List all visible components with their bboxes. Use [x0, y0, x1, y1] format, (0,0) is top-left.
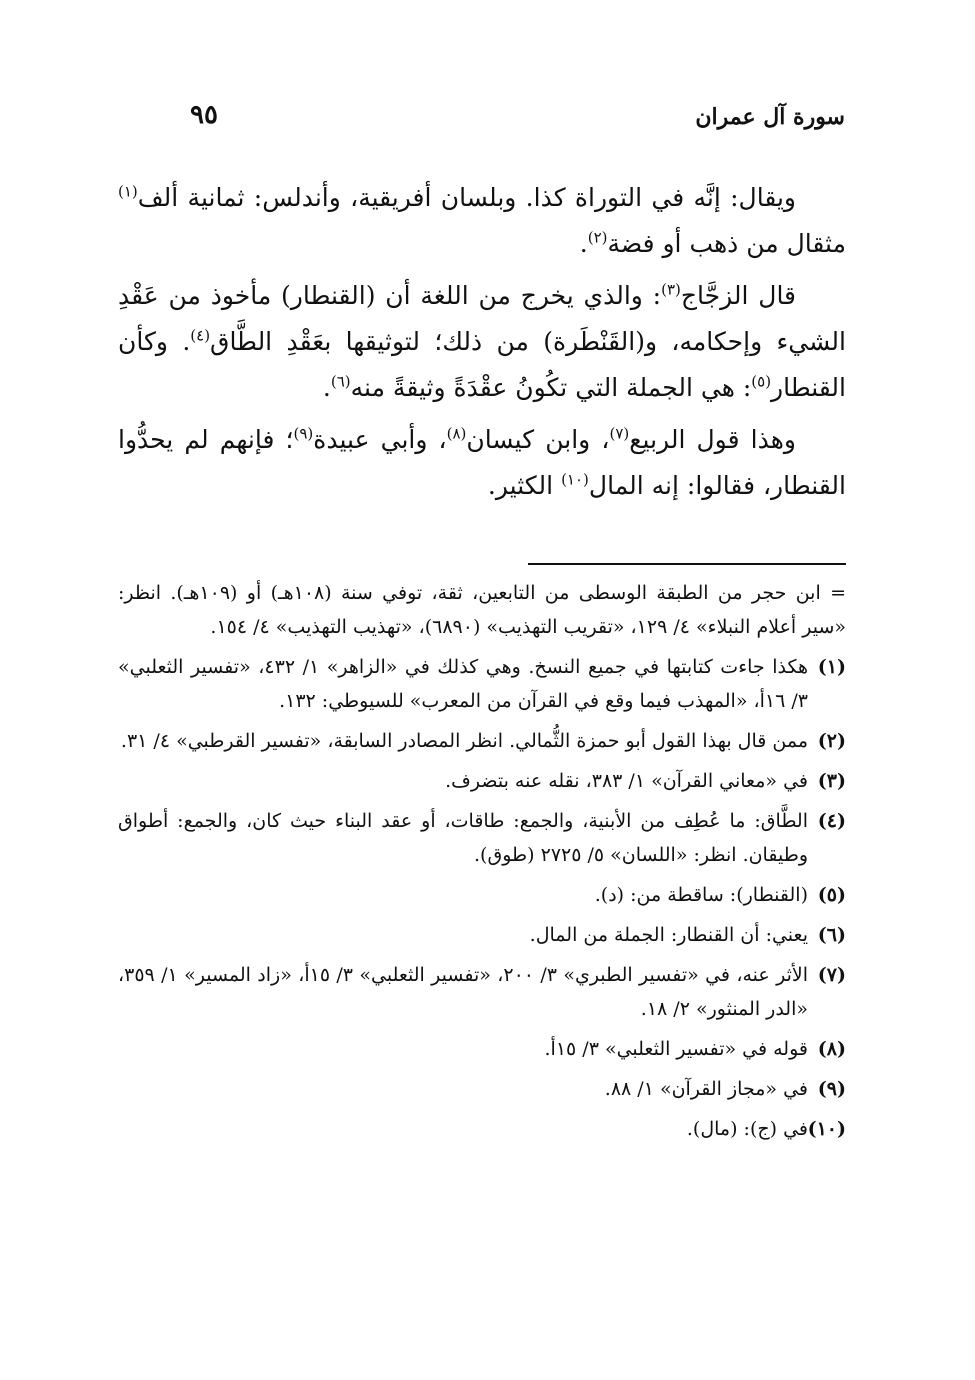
footnote-text: الأثر عنه، في «تفسير الطبري» ٣/ ٢٠٠، «تفسير الثعلبي» ٣/ ١٥أ، «زاد المسير» ١/ ٣٥٩، «الدر المنثور» ٢/ ١٨. [118, 964, 808, 1020]
p1-text-a: ويقال: إنَّه في التوراة كذا. وبلسان أفريقية، وأندلس: ثمانية ألف [137, 183, 796, 212]
footnote-number: (٦) [817, 924, 846, 946]
footnote-number: (٨) [817, 1038, 846, 1060]
footnote-ref-3: (٣) [661, 280, 681, 299]
footnote-3 [118, 764, 846, 798]
paragraph-3 [118, 417, 846, 509]
p2-text-b: : والذي يخرج من اللغة أن (القنطار) مأخوذ من عَقْدِ الشيء وإحكامه، و(القَنْطَرة) من ذلك؛ لتوثيقها بعَقْدِ الطَّاق [118, 281, 846, 356]
footnote-text: في «معاني القرآن» ١/ ٣٨٣، نقله عنه بتضرف. [445, 770, 808, 792]
page-number: ٩٥ [190, 100, 218, 130]
footnote-ref-4: (٤) [190, 326, 211, 345]
footnote-text: يعني: أن القنطار: الجملة من المال. [529, 924, 808, 946]
footnote-5 [118, 878, 846, 912]
p3-text-c: ، وأبي عبيدة [313, 425, 447, 454]
p2-text-c: . وكأن القنطار [118, 327, 846, 402]
page-header [120, 100, 845, 144]
footnote-10 [118, 1112, 846, 1146]
footnote-text: قوله في «تفسير الثعلبي» ٣/ ١٥أ. [544, 1038, 808, 1060]
paragraph-2 [118, 273, 846, 411]
footnote-number: (١) [817, 656, 846, 678]
footnote-1 [118, 650, 846, 718]
footnote-text: في «مجاز القرآن» ١/ ٨٨. [604, 1078, 808, 1100]
p2-text-a: قال الزجَّاج [680, 281, 797, 310]
footnote-7 [118, 958, 846, 1026]
footnote-ref-2: (٢) [587, 228, 608, 247]
footnote-8 [118, 1032, 846, 1066]
footnote-ref-1: (١) [118, 182, 138, 201]
p3-text-b: ، وابن كيسان [466, 425, 610, 454]
footnote-number: (٢) [817, 730, 846, 752]
p1-text-b: مثقال من ذهب أو فضة [607, 229, 846, 258]
paragraph-1 [118, 175, 846, 267]
footnote-ref-6: (٦) [330, 372, 351, 391]
footnote-text: في (ج): (مال). [686, 1118, 808, 1140]
footnote-separator [528, 563, 846, 565]
p1-text-c: . [579, 229, 588, 258]
footnote-ref-7: (٧) [609, 424, 630, 443]
footnote-text: الطَّاق: ما عُطِف من الأبنية، والجمع: طاقات، أو عقد البناء حيث كان، والجمع: أطواق وطيقان. انظر: «اللسان» ٥/ ٢٧٢٥ (طوق). [118, 810, 808, 866]
footnote-2 [118, 724, 846, 758]
p3-text-e: الكثير. [487, 471, 562, 500]
footnote-continuation-text: = ابن حجر من الطبقة الوسطى من التابعين، ثقة، توفي سنة (١٠٨هـ) أو (١٠٩هـ). انظر: «سير أعلام النبلاء» ٤/ ١٢٩، «تقريب التهذيب» (٦٨٩٠)، «تهذيب التهذيب» ٤/ ١٥٤. [118, 582, 846, 638]
footnote-number: (٩) [817, 1078, 846, 1100]
footnote-4 [118, 804, 846, 872]
footnote-number: (٥) [817, 884, 846, 906]
p3-text-a: وهذا قول الربيع [629, 425, 796, 454]
footnote-text: (القنطار): ساقطة من: (د). [594, 884, 808, 906]
footnote-continuation [118, 576, 846, 644]
footnote-number: (١٠) [807, 1118, 846, 1140]
footnotes [118, 576, 846, 1152]
footnote-6 [118, 918, 846, 952]
footnote-ref-9: (٩) [293, 424, 314, 443]
p2-text-d: : هي الجملة التي تكُونُ عقْدَةً وثيقةً منه [350, 373, 752, 402]
footnote-text: ممن قال بهذا القول أبو حمزة الثُّمالي. انظر المصادر السابقة، «تفسير القرطبي» ٤/ ٣١. [120, 730, 808, 752]
footnote-number: (٣) [817, 770, 846, 792]
p3-text-d: ؛ فإنهم لم يحدُّوا القنطار، فقالوا: إنه المال [118, 425, 846, 500]
footnote-ref-10: (١٠) [561, 470, 589, 489]
surah-title: سورة آل عمران [695, 104, 845, 130]
footnote-number: (٤) [817, 810, 846, 832]
footnote-text: هكذا جاءت كتابتها في جميع النسخ. وهي كذلك في «الزاهر» ١/ ٤٣٢، «تفسير الثعلبي» ٣/ ١٦أ، «المهذب فيما وقع في القرآن من المعرب» للسيوطي: ١٣٢. [118, 656, 808, 712]
footnote-ref-8: (٨) [446, 424, 467, 443]
footnote-ref-5: (٥) [751, 372, 772, 391]
footnote-number: (٧) [817, 964, 846, 986]
footnote-9 [118, 1072, 846, 1106]
main-body [118, 175, 846, 515]
p2-text-e: . [322, 373, 331, 402]
